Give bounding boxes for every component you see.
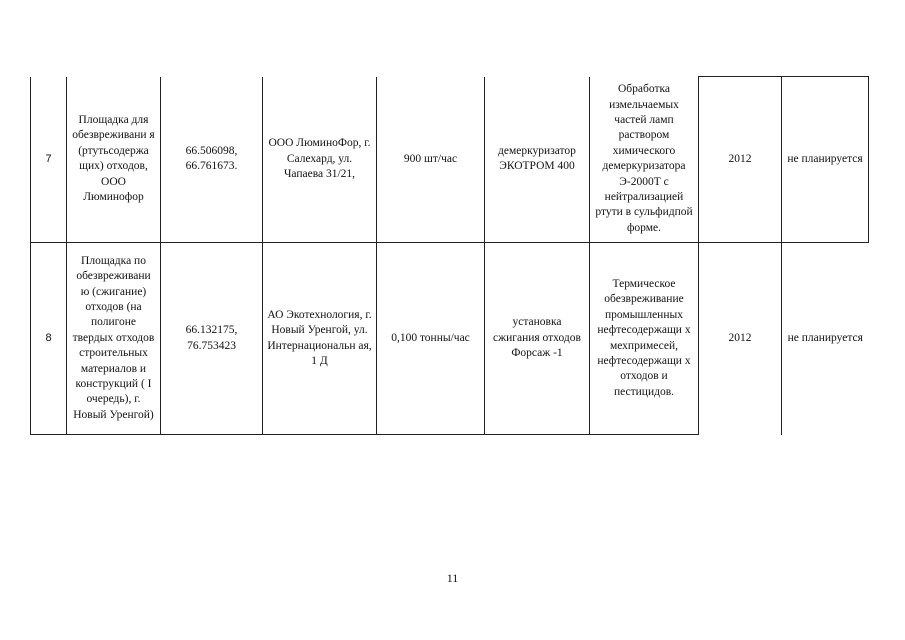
plan-status: не планируется [782,77,869,243]
page-number: 11 [446,571,459,585]
facility-name: Площадка по обезвреживани ю (сжигание) отходов (на полигоне твердых отходов строительных материалов и конструкций ( I очередь), г. Новый Уренгой) [67,243,161,435]
equipment: демеркуризатор ЭКОТРОМ 400 [485,77,590,243]
equipment: установка сжигания отходов Форсаж -1 [485,243,590,435]
plan-status: не планируется [782,243,869,435]
treatment-method: Термическое обезвреживание промышленных нефтесодержащи х мехпримесей, нефтесодержащи х отходов и пестицидов. [590,243,699,435]
year: 2012 [699,77,782,243]
table-row [31,77,869,243]
coordinates: 66.506098, 66.761673. [161,77,263,243]
row-number: 7 [31,77,67,243]
table-row [31,243,869,435]
row-number: 8 [31,243,67,435]
coordinates: 66.132175, 76.753423 [161,243,263,435]
capacity: 0,100 тонны/час [377,243,485,435]
facility-name: Площадка для обезвреживани я (ртутьсодержа щих) отходов, ООО Люминофор [67,77,161,243]
owner-address: АО Экотехнология, г. Новый Уренгой, ул. Интернациональн ая, 1 Д [263,243,377,435]
capacity: 900 шт/час [377,77,485,243]
waste-facilities-table [30,76,869,435]
owner-address: ООО ЛюминоФор, г. Салехард, ул. Чапаева 31/21, [263,77,377,243]
treatment-method: Обработка измельчаемых частей ламп раствором химического демеркуризатора Э-2000Т с нейтрализацией ртути в сульфидпой форме. [590,77,699,243]
year: 2012 [699,243,782,435]
